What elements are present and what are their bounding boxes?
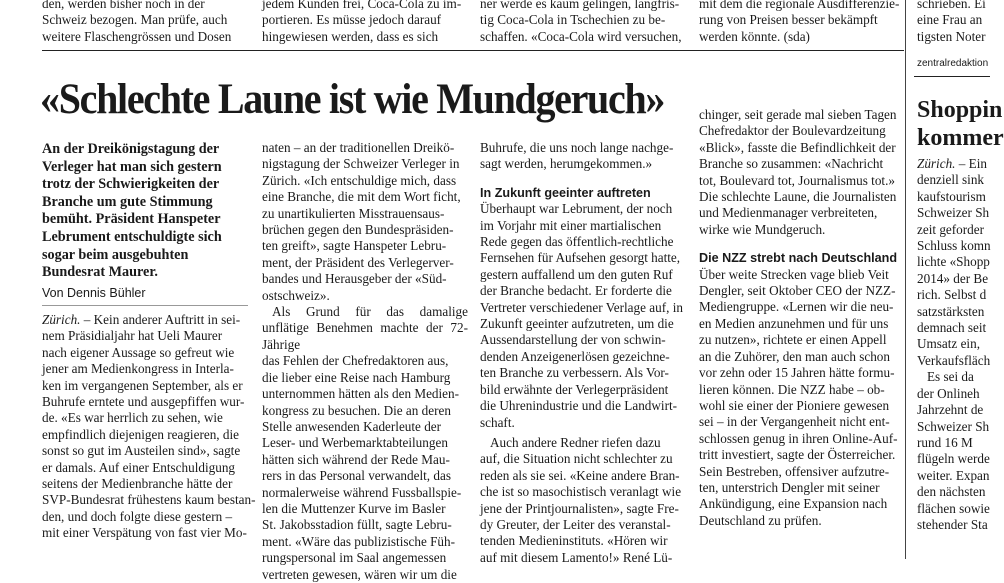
text-line: mit dem die regionale Ausdifferenzie- xyxy=(699,0,900,11)
text-line: schaffen. «Coca-Cola wird versuchen, xyxy=(480,28,682,44)
article-lead: An der Dreikönigstagung der Verleger hat man sich gestern trotz der Schwierigkeiten der Branche um gute Stimmung bemüht. Präsident Hanspeter Lebrument entschuldigte sich sogar beim ausgebuhten Bundesrat Maurer. xyxy=(42,141,222,281)
text-line: jene der Printjournalisten», sagte Fre- xyxy=(480,500,679,516)
side-separator-rule xyxy=(914,76,990,77)
text-line: tig Coca-Cola in Tschechien zu be- xyxy=(480,12,666,28)
text-line: rund 16 M xyxy=(917,434,973,450)
text-line: empfindlich diejenigen reagieren, die xyxy=(42,426,239,442)
text-line: naten – an der traditionellen Dreikö- xyxy=(262,140,455,155)
top-col-5 xyxy=(917,0,990,45)
text-line: Buhrufe erntete und ausgepfiffen wur- xyxy=(42,394,245,410)
text-line: Jahrzehnt de xyxy=(917,402,984,418)
text-line: Deutschland zu prüfen. xyxy=(699,512,822,528)
side-article-title xyxy=(917,96,1004,152)
text-line: 2014» der Be xyxy=(917,270,989,286)
side-article-body xyxy=(917,156,990,533)
article-column-2 xyxy=(262,140,468,583)
text-line: Auch andere Redner riefen dazu xyxy=(490,434,661,450)
text-line: und Medienmanager verbreiteten, xyxy=(699,205,878,221)
text-line: Die schlechte Laune, die Journalisten xyxy=(699,189,897,205)
text-line: kaufstourism xyxy=(917,188,986,204)
top-col-2 xyxy=(262,0,468,45)
text-line: sonst so gut im Austeilen sind», sagte xyxy=(42,443,241,459)
text-line: weiter. Expan xyxy=(917,467,990,483)
text-line: ten greift», sagte Hanspeter Lebru- xyxy=(262,238,447,254)
text-line: ken im vergangenen September, als er xyxy=(42,377,243,393)
top-col-4 xyxy=(699,0,905,45)
text-line: denziell sink xyxy=(917,172,985,188)
text-line: Es sei da xyxy=(927,369,974,385)
text-line: flügeln werde xyxy=(917,451,990,467)
section-subhead: Die NZZ strebt nach Deutschland xyxy=(699,251,898,266)
text-line: portieren. Es müsse jedoch darauf xyxy=(262,12,442,28)
text-line: bandes und Herausgeber der «Süd- xyxy=(262,271,447,287)
text-line: er damals. Auf einer Entschuldigung xyxy=(42,459,236,475)
text-line: demnach seit xyxy=(917,320,987,336)
text-line: jener am Medienkongress in Interla- xyxy=(42,361,234,377)
text-line: Umsatz ein, xyxy=(917,336,980,352)
section-subhead: In Zukunft geeinter auftreten xyxy=(480,185,651,200)
text-line: tot, Boulevard tot, Journalismus tot.» xyxy=(699,172,895,188)
text-line: nigstagung der Schweizer Verleger in xyxy=(262,156,460,172)
text-line: ner werde es kaum gelingen, langfris- xyxy=(480,0,680,11)
text-line: Mediengruppe. «Lernen wir die neu- xyxy=(699,299,894,315)
text-line: lichte «Shopp xyxy=(917,254,990,270)
text-line: lieren können. Die NZZ habe – ob- xyxy=(699,381,885,397)
text-line: weitere Flaschengrössen und Dosen xyxy=(42,28,232,44)
text-line: Schweiz bezogen. Man prüfe, auch xyxy=(42,12,228,28)
text-line: ten Branche zu verbessern. Als Vor- xyxy=(480,365,669,381)
text-line: tenden Medieninstituts. «Hören wir xyxy=(480,533,668,549)
text-line: an die Zuhörer, den man auch schon xyxy=(699,348,890,364)
text-line: den nächsten xyxy=(917,484,986,500)
text-line: Buhrufe, die uns noch lange nachge- xyxy=(480,140,674,155)
text-line: tritt investiert, sagte der Österreicher. xyxy=(699,447,896,463)
text-paragraph: Als Grund für das damalige unflätige Benehmen machte der 72-Jährige xyxy=(262,304,468,352)
text-line: en Medien anzunehmen und für uns xyxy=(699,315,889,331)
text-line: len die Muttenzer Kurve im Basler xyxy=(262,500,446,516)
text-line: nach eigener Aussage so gefreut wie xyxy=(42,344,235,360)
byline-rule xyxy=(42,305,248,306)
text-line: den, werden bisher noch in der xyxy=(42,0,205,11)
text-line: «Blick», fasste die Befindlichkeit der xyxy=(699,139,896,155)
text-line: bild erwähnte der Verlegerpräsident xyxy=(480,381,669,397)
text-line: Leser- und Werbemarktabteilungen xyxy=(262,435,448,451)
text-line: de. «Es war herrlich zu sehen, wie xyxy=(42,410,223,426)
text-line: auf mit diesem Lamento!» René Lü- xyxy=(480,549,673,565)
text-line: zeit geforder xyxy=(917,221,984,237)
text-line: rers in das Personal verwandelt, das xyxy=(262,468,451,484)
text-line: zu unartikulierten Misstrauensaus- xyxy=(262,205,445,221)
text-line: seitens der Medienbranche hätte der xyxy=(42,476,233,492)
side-title-line: kommer xyxy=(917,125,1004,151)
text-line: Aussendarstellung der von schwin- xyxy=(480,332,666,348)
text-line: Zürich. «Ich entschuldige mich, dass xyxy=(262,172,457,188)
text-line: Über weite Strecken vage blieb Veit xyxy=(699,266,889,282)
text-line: tigsten Noter xyxy=(917,28,986,44)
text-line: ment, der Präsident des Verlegerver- xyxy=(262,254,454,270)
text-line: hätten sich während der Rede Mau- xyxy=(262,451,450,467)
text-line: schrieben. Ei xyxy=(917,0,986,11)
text-line: chinger, seit gerade mal sieben Tagen xyxy=(699,107,897,122)
text-line: im Vorjahr mit einer martialischen xyxy=(480,217,662,233)
text-line: ment. «Wäre das publizistische Füh- xyxy=(262,533,456,549)
text-line: sei – in der Vergangenheit nicht ent- xyxy=(699,414,890,430)
text-line: Chefredaktor der Boulevardzeitung xyxy=(699,123,886,139)
text-line: satzstärksten xyxy=(917,303,985,319)
text-line: eine Frau an xyxy=(917,12,983,28)
text-line: St. Jakobsstadion füllt, sagte Lebru- xyxy=(262,517,452,533)
text-line: Sein Bestreben, offensiver aufzutre- xyxy=(699,463,890,479)
text-line: normalerweise während Fussballspie- xyxy=(262,484,462,500)
text-line: brüchen gegen den Bundespräsiden- xyxy=(262,222,454,238)
dateline: Zürich. xyxy=(42,312,81,327)
text-line: Schweizer Sh xyxy=(917,205,990,221)
text-line: Ankündigung, eine Expansion nach xyxy=(699,496,888,512)
text-line: zu nutzen», richtete er einen Appell xyxy=(699,332,887,348)
text-line: sagt werden, herumgekommen.» xyxy=(480,156,653,172)
text-line: che ist so masochistisch veranlagt wie xyxy=(480,484,682,500)
top-col-1 xyxy=(42,0,248,45)
text-line: der Branche bedacht. Er forderte die xyxy=(480,283,672,299)
text-line: auf, die Situation nicht schlechter zu xyxy=(480,451,673,467)
text-line: der Onlineh xyxy=(917,385,980,401)
text-line: die lieber eine Reise nach Hamburg xyxy=(262,369,451,385)
text-line: Branche so zusammen: «Nachricht xyxy=(699,156,884,172)
text-line: Stelle anwesenden Kaderleute der xyxy=(262,418,442,434)
text-line: Schweizer Sh xyxy=(917,418,990,434)
text-line: SVP-Bundesrat frühestens kaum bestan- xyxy=(42,492,256,508)
text-line: Rede gegen das öffentlich-rechtliche xyxy=(480,234,674,250)
article-column-1 xyxy=(42,312,256,542)
text-line: jedem Kunden frei, Coca-Cola zu im- xyxy=(262,0,462,11)
text-line: rungspersonal im Saal angemessen xyxy=(262,550,447,566)
article-column-4 xyxy=(699,107,905,529)
text-line: nem Präsidialjahr hat Ueli Maurer xyxy=(42,328,223,344)
text-line: rung von Preisen besser bekämpft xyxy=(699,12,878,28)
text-line: rich. Selbst d xyxy=(917,287,987,303)
text-line: ten, unterstrich Dengler mit seiner xyxy=(699,479,880,495)
text-line: Vertreter verschiedener Verlage auf, in xyxy=(480,299,683,315)
text-line: werden könnte. (sda) xyxy=(699,28,810,44)
text-line: mit einer Verspätung von fast vier Mo- xyxy=(42,525,247,541)
text-line: wohl sie einer der Pioniere gewesen xyxy=(699,397,890,413)
text-line: schlossen genug in ihren Online-Auf- xyxy=(699,430,898,446)
text-line: das Fehlen der Chefredaktoren aus, xyxy=(262,353,449,369)
text-line: den, und doch folgte diese gestern – xyxy=(42,508,233,524)
text-line: stehender Sta xyxy=(917,516,988,532)
text-line: vor zehn oder 15 Jahren hätte formu- xyxy=(699,365,895,381)
column-divider xyxy=(905,0,906,559)
text-line: Zukunft geeinter aufzutreten, um die xyxy=(480,316,674,332)
text-line: gestern auffallend um den guten Ruf xyxy=(480,266,673,282)
byline: Von Dennis Bühler xyxy=(42,286,146,300)
text-line: Dengler, seit Oktober CEO der NZZ- xyxy=(699,283,896,299)
text-line: unternommen hätten als den Medien- xyxy=(262,386,460,402)
text-line: schaft. xyxy=(480,414,515,430)
text-line: die Uhrenindustrie und die Landwirt- xyxy=(480,398,678,414)
dateline: Zürich. xyxy=(917,156,956,171)
text-line: reden als sie sei. «Keine andere Bran- xyxy=(480,467,680,483)
top-separator-rule xyxy=(42,50,904,51)
text-line: vertreten gewesen, wären wir um die xyxy=(262,566,457,582)
text-line: kongress zu besuchen. Die an deren xyxy=(262,402,451,418)
text-line: Fernsehen für Aufsehen gesorgt hatte, xyxy=(480,250,681,266)
text-line: eine Branche, die mit dem Wort ficht, xyxy=(262,189,461,205)
text-line: hingewiesen werden, dass es sich xyxy=(262,28,439,44)
side-title-line: Shoppin xyxy=(917,97,1003,123)
page-title: «Schlechte Laune ist wie Mundgeruch» xyxy=(40,76,665,123)
top-col-3 xyxy=(480,0,686,45)
text-line: flächen sowie xyxy=(917,500,990,516)
text-line: Zürich. – Ein xyxy=(917,156,987,171)
text-line: Überhaupt war Lebrument, der noch xyxy=(480,201,673,217)
text-line: wirke wie Mundgeruch. xyxy=(699,221,826,237)
text-line: ostschweiz». xyxy=(262,287,330,303)
text-line: Verkaufsfläch xyxy=(917,352,991,368)
text-line: denden Anzeigenerlösen gezeichne- xyxy=(480,348,670,364)
side-credit: zentralredaktion xyxy=(917,58,989,69)
article-column-3 xyxy=(480,140,686,566)
text-line: Schluss komn xyxy=(917,238,991,254)
text-line: dy Greuter, der Leiter des veranstal- xyxy=(480,516,671,532)
text-line: Zürich. – Kein anderer Auftritt in sei- xyxy=(42,312,241,327)
